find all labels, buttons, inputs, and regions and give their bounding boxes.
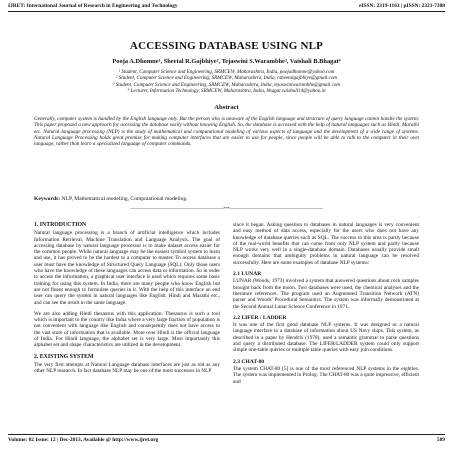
chat80-paragraph: The system CHAT-80 [5] is one of the most referenced NLP systems in the eighties. The system was implemented in Prolog. The CHAT-80 was a quite impressive, efficient and — [233, 365, 419, 385]
journal-name: IJRET: International Journal of Research in Engineering and Technology — [8, 3, 178, 9]
affiliation-1: ¹ Student, Computer Science and Engineering, SRMCEW, Maharashtra, India, poojadhomne@yahoo.com — [118, 69, 335, 75]
keywords-label: Keywords: — [34, 196, 61, 202]
existing-system-paragraph: The very first attempts at Natural Language database interfaces are just as old as any other NLP research. In fact database NLP may be one of the most successes in NLP — [34, 361, 220, 375]
existing-system-heading: 2. EXISTING SYSTEM — [34, 353, 94, 360]
volume-info: Volume: 02 Issue: 12 | Dec-2013, Available @ http://www.ijret.org — [8, 437, 159, 443]
intro-paragraph-2: We are also adding Hindi thesaurus with this application. Thesaurus is such a tool which is important to the country like India where a very large fraction of population is not convenient with language like English and consequently does not have access to the vast store of information that is available. More over Hindi is the official language of India. For Hindi language, the alphabet set is very large. Most importantly this alphabet set and shape characteristics are utilized in the development. — [34, 310, 220, 349]
left-column — [34, 222, 220, 380]
keywords-text: NLP, Mathematical modeling, Computational modeling. — [61, 196, 188, 202]
section-separator: ----------------------------------------------------------------------***---------------------------------------------------------------------- — [130, 206, 323, 211]
affiliation-3: ³ Student, Computer Science and Engineering, SRMCEW, Maharashtra, India, tejaswiniwarambhe@gmail.com — [112, 81, 341, 88]
lifer-paragraph: It was one of the first good database NLP systems. It was designed as a natural language interface to a database of information about US Navy ships. This system, as described in a paper by Hendrix (1978), used a semantic grammar to parse questions and query a distributed database. The LIFER/LADDER system could only support simple one-table queries or multiple table queries with easy join conditions. — [233, 322, 419, 354]
journal-issn: eISSN: 2319-1163 | pISSN: 2321-7308 — [359, 3, 445, 9]
header-rule — [8, 11, 445, 12]
abstract-heading: Abstract — [214, 104, 239, 111]
journal-header — [8, 3, 445, 10]
abstract-body: Generally, computer system is handled by the English language only. But the person who is unaware of the English language and structure of query language cannot handle the system. This paper proposed a new approach for accessing the database easily without knowing English. So, the database is accessed with the help of natural languages such as Hindi, Marathi etc. Natural language processing (NLP) is the study of mathematical and computational modeling of various aspects of language and the development of a wide range of systems. Natural Language Processing holds great promise for making computer interfaces that are easier to use for people, since people will be able to talk to the computer in their own language, rather than learn a specialized language of computer commands. — [34, 116, 419, 147]
affiliation-2: ² Student, Computer Science and Engineering, SRMCEW, Maharashtra, India, rsheetalgajbhiye@gmail.com — [115, 75, 338, 82]
journal-footer — [8, 437, 445, 443]
intro-paragraph-1: Natural language processing is a branch of artificial intelligence which includes Information Retrieval, Machine Translation and Language Analysis. The goal of accessing database by natural language processor is to make dataset access easier for the common people. While natural language may be the easiest symbol system to learn and use, it has proved to be the hardest to a computer to master. To access database a user must have the knowledge of Structured Query Language (SQL). Only those users who have the knowledge of these languages can access data or information. So in order to access the information, a graphical user interface is used which requires some basic training for using this system. In India, there are many people who know English but are not fluent enough to formulate queries in it. With the help of this interface an end user can query the system in natural languages like English, Hindi and Marathi etc., and can see the result in the same language. — [34, 230, 220, 306]
keywords-line — [34, 196, 419, 202]
intro-heading: 1. INTRODUCTION — [34, 222, 87, 228]
affiliation-4: ⁴ Lecturer, Information Technology, SRMCEW, Maharashtra, India, bhagat.vaishali14@yahoo.in — [127, 87, 326, 94]
right-column — [233, 222, 419, 390]
lunar-paragraph: LUNAR (Woods, 1973) involved a system that answered questions about rock samples brought back from the moon. Two databases were used, the chemical analyses and the literature references. The program used an Augmented Transition Network (ATN) parser and Woods' Procedural Semantics. The system was informally demonstrated at the Second Annual Lunar Science Conference in 1971. — [233, 278, 419, 310]
page-number: 589 — [436, 437, 445, 443]
continued-paragraph: since it began. Asking question to databases in natural languages is very convenient and easy method of data access, especially for the users who does not have any knowledge of database queries such as SQL. The success in this area is partly because of the real-world benefits that can come from only NLP system and partly because NLP works very well in a single-database domain. Databases usually provide small enough domains that ambiguity problems in natural language can be resolved successfully. Here are some examples of database NLP systems: — [233, 222, 419, 266]
author-list: Pooja A.Dhomne¹, Sheetal R.Gajbhiye², Tejaswini S.Warambhe³, Vaishali B.Bhagat⁴ — [112, 58, 341, 65]
lunar-heading: 2.1 LUNAR — [233, 271, 262, 278]
affiliation-list — [0, 69, 453, 94]
chat80-heading: 2.3 CHAT-80 — [233, 358, 265, 365]
lifer-heading: 2.2 LIFER / LADDER — [233, 314, 287, 321]
footer-rule — [8, 434, 445, 435]
paper-title: ACCESSING DATABASE USING NLP — [129, 40, 324, 52]
